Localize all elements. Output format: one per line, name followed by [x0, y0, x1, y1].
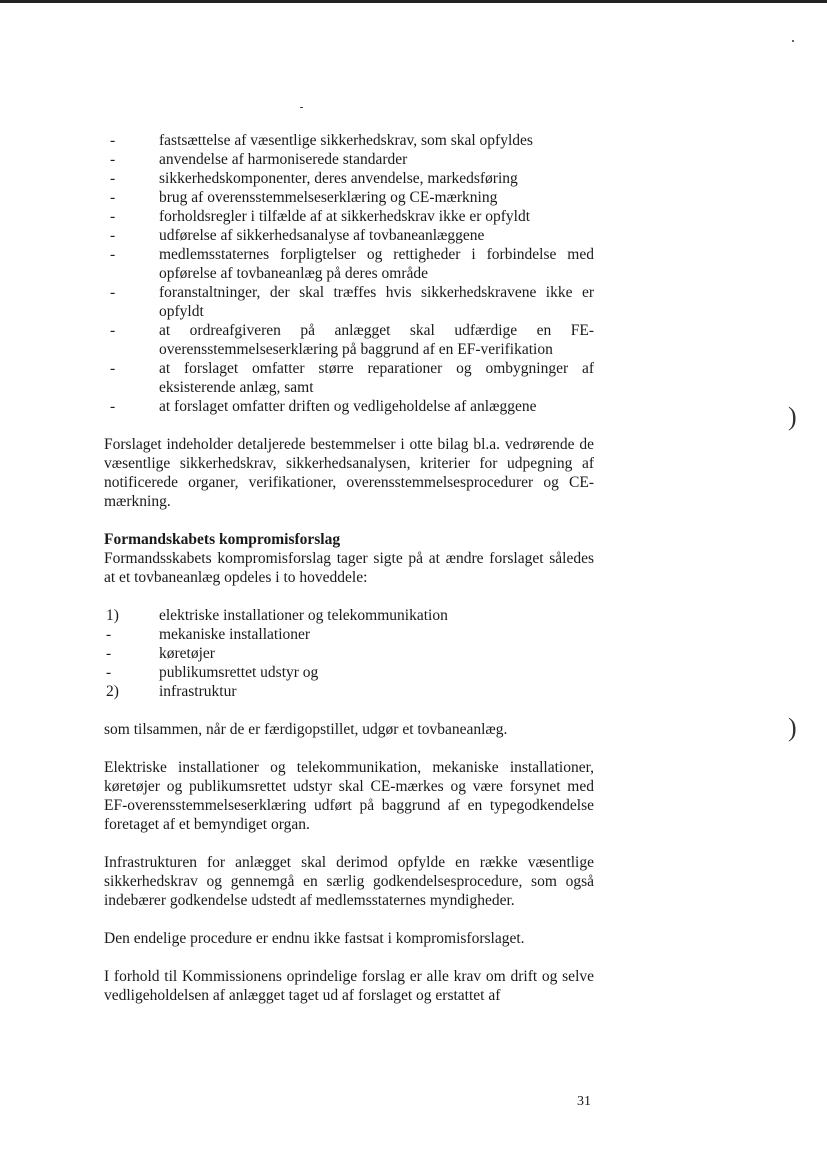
list-item: - publikumsrettet udstyr og — [106, 664, 319, 681]
list-item: - medlemsstaternes forpligtelser og rettigheder i forbindelse med opførelse af tovbaneanlæg på deres område — [110, 246, 594, 282]
scope-list — [104, 131, 594, 416]
paragraph: Elektriske installationer og telekommunikation, mekaniske installationer, køretøjer og publikumsrettet udstyr skal CE-mærkes og være forsynet med EF-overensstemmelseserklæring udført på baggrund af en typegodkendelse foretaget af et bemyndiget organ. — [104, 759, 594, 833]
list-item: - mekaniske installationer — [106, 626, 311, 643]
punch-hole-mark: ) — [788, 402, 797, 431]
list-item: - sikkerhedskomponenter, deres anvendelse, markedsføring — [110, 170, 518, 187]
list-item: - fastsættelse af væsentlige sikkerhedskrav, som skal opfyldes — [110, 132, 533, 149]
paragraph: Formandsskabets kompromisforslag tager sigte på at ændre forslaget således at et tovbaneanlæg opdeles i to hoveddele: — [104, 550, 594, 586]
list-item: - udførelse af sikkerhedsanalyse af tovbaneanlæggene — [110, 227, 485, 244]
list-item: 1) elektriske installationer og telekommunikation — [106, 607, 448, 624]
paragraph: Forslaget indeholder detaljerede bestemmelser i otte bilag bl.a. vedrørende de væsentlige sikkerhedskrav, sikkerhedsanalysen, kriterier for udpegning af notificerede organer, verifikationer, overensstemmelsesprocedurer og CE- mærkning. — [104, 436, 594, 510]
paragraph: I forhold til Kommissionens oprindelige forslag er alle krav om drift og selve vedligeholdelsen af anlægget taget ud af forslaget og erstattet af — [104, 968, 594, 1004]
list-item: - forholdsregler i tilfælde af at sikkerhedskrav ikke er opfyldt — [110, 208, 531, 225]
list-item: - at forslaget omfatter driften og vedligeholdelse af anlæggene — [110, 398, 537, 415]
list-item: - køretøjer — [106, 645, 215, 662]
section-heading: Formandskabets kompromisforslag — [104, 531, 341, 548]
list-item: 2) infrastruktur — [106, 683, 237, 700]
paragraph: Infrastrukturen for anlægget skal derimod opfylde en række væsentlige sikkerhedskrav og gennemgå en særlig godkendelsesprocedure, som også indebærer godkendelse udstedt af medlemsstaternes myndigheder. — [104, 854, 594, 909]
division-list — [104, 606, 594, 701]
document-body — [104, 131, 594, 1005]
page-number: 31 — [577, 1094, 591, 1109]
list-item: - brug af overensstemmelseserklæring og CE-mærkning — [110, 189, 498, 206]
paragraph: Den endelige procedure er endnu ikke fastsat i kompromisforslaget. — [104, 930, 525, 947]
list-item: - at forslaget omfatter større reparationer og ombygninger af eksisterende anlæg, samt — [110, 360, 594, 396]
list-item: - foranstaltninger, der skal træffes hvis sikkerhedskravene ikke er opfyldt — [110, 284, 594, 320]
list-item: - anvendelse af harmoniserede standarder — [110, 151, 408, 168]
scan-top-edge — [0, 0, 827, 3]
scan-speck — [792, 40, 794, 42]
paragraph: som tilsammen, når de er færdigopstillet, udgør et tovbaneanlæg. — [104, 721, 508, 738]
list-item: - at ordreafgiveren på anlægget skal udfærdige en FE-overensstemmelseserklæring på baggrund af en EF-verifikation — [110, 322, 594, 358]
punch-hole-mark: ) — [788, 713, 797, 742]
scan-speck — [300, 107, 303, 108]
